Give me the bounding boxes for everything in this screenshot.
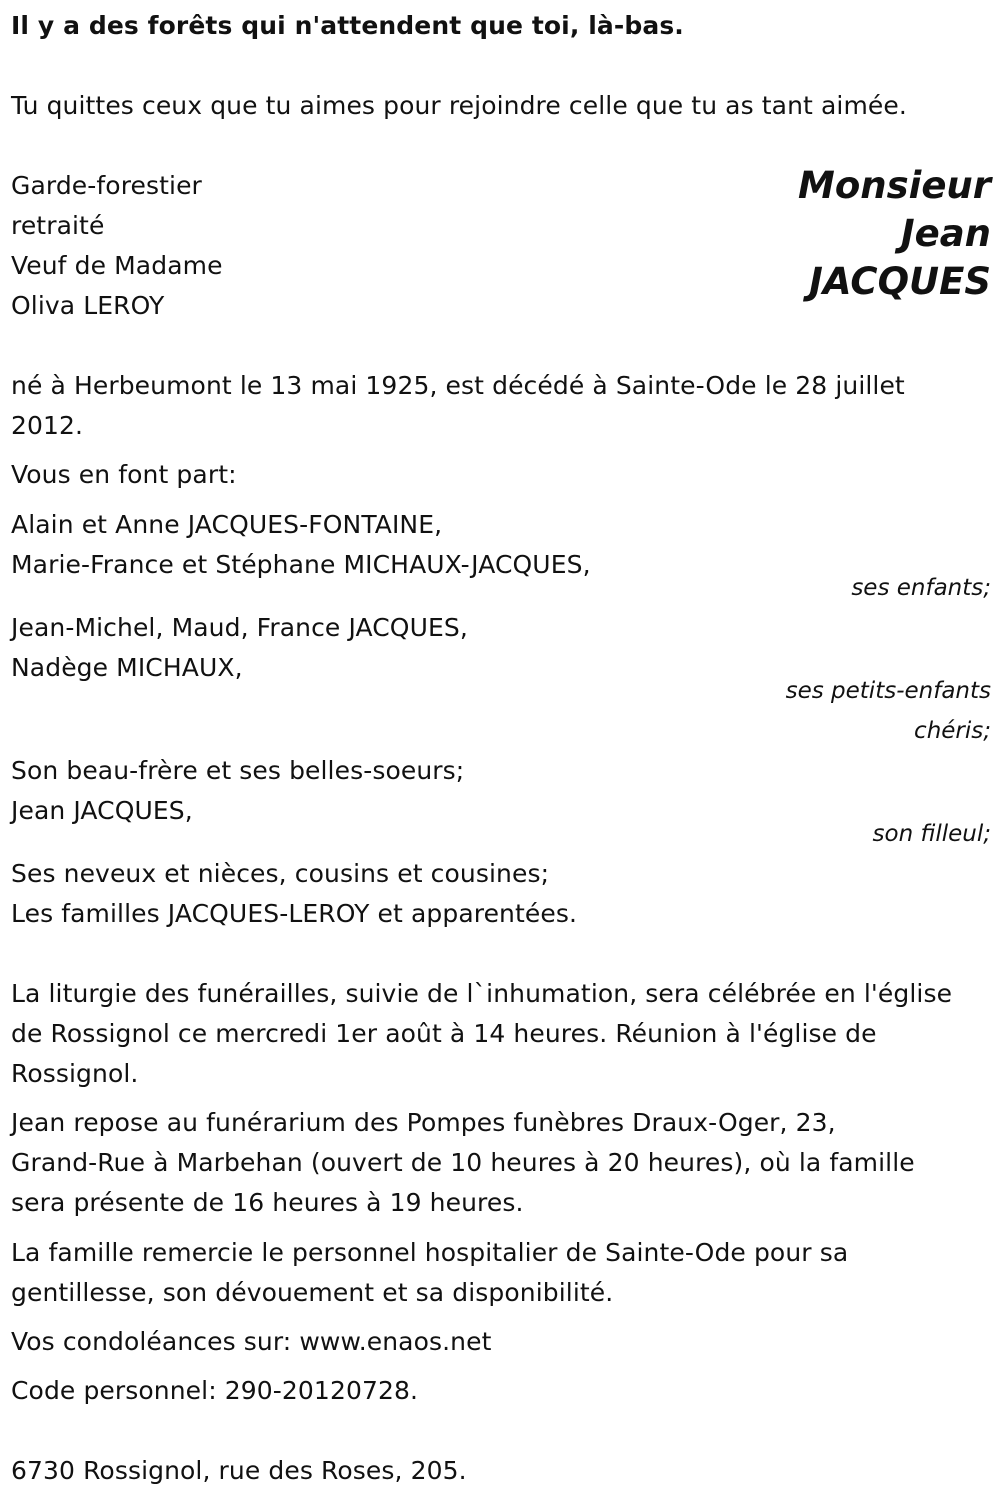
liturgy-line: de Rossignol ce mercredi 1er août à 14 heures. Réunion à l'église de bbox=[11, 1019, 877, 1048]
deceased-detail-spouse: Oliva LEROY bbox=[11, 291, 165, 320]
condolences-text: Vos condoléances sur: www.enaos.net bbox=[11, 1327, 492, 1356]
deceased-detail-occupation: Garde-forestier bbox=[11, 171, 202, 200]
funerarium-line: sera présente de 16 heures à 19 heures. bbox=[11, 1188, 524, 1217]
funerarium-line: Grand-Rue à Marbehan (ouvert de 10 heures à 20 heures), où la famille bbox=[11, 1148, 915, 1177]
family-line: Les familles JACQUES-LEROY et apparentées. bbox=[11, 899, 578, 928]
announce-text: Vous en font part: bbox=[11, 460, 237, 489]
deceased-title: Monsieur bbox=[798, 164, 991, 207]
liturgy-line: La liturgie des funérailles, suivie de l`inhumation, sera célébrée en l'église bbox=[11, 979, 953, 1008]
birth-death-line: né à Herbeumont le 13 mai 1925, est décédé à Sainte-Ode le 28 juillet bbox=[11, 371, 905, 400]
address: 6730 Rossignol, rue des Roses, 205. bbox=[11, 1456, 467, 1485]
grandchildren-relation: ses petits-enfants bbox=[785, 678, 991, 704]
grandchildren-name: Nadège MICHAUX, bbox=[11, 653, 243, 682]
deceased-last-name: JACQUES bbox=[809, 260, 991, 303]
thanks-line: gentillesse, son dévouement et sa disponibilité. bbox=[11, 1278, 614, 1307]
godson-line: Jean JACQUES, bbox=[11, 796, 193, 825]
personal-code: Code personnel: 290-20120728. bbox=[11, 1376, 419, 1405]
liturgy-line: Rossignol. bbox=[11, 1059, 139, 1088]
intro-text: Tu quittes ceux que tu aimes pour rejoindre celle que tu as tant aimée. bbox=[11, 91, 907, 120]
thanks-line: La famille remercie le personnel hospitalier de Sainte-Ode pour sa bbox=[11, 1238, 849, 1267]
family-line: Ses neveux et nièces, cousins et cousines; bbox=[11, 859, 550, 888]
godson-line: Son beau-frère et ses belles-soeurs; bbox=[11, 756, 465, 785]
birth-death-line: 2012. bbox=[11, 411, 84, 440]
children-name: Alain et Anne JACQUES-FONTAINE, bbox=[11, 510, 443, 539]
children-relation: ses enfants; bbox=[851, 575, 991, 601]
children-name: Marie-France et Stéphane MICHAUX-JACQUES, bbox=[11, 550, 591, 579]
grandchildren-name: Jean-Michel, Maud, France JACQUES, bbox=[11, 613, 468, 642]
epigraph: Il y a des forêts qui n'attendent que toi, là-bas. bbox=[11, 11, 684, 40]
grandchildren-relation: chéris; bbox=[914, 718, 991, 744]
deceased-first-name: Jean bbox=[900, 212, 991, 255]
deceased-detail-retired: retraité bbox=[11, 211, 105, 240]
godson-relation: son filleul; bbox=[872, 821, 991, 847]
funerarium-line: Jean repose au funérarium des Pompes funèbres Draux-Oger, 23, bbox=[11, 1108, 836, 1137]
deceased-detail-widower: Veuf de Madame bbox=[11, 251, 223, 280]
